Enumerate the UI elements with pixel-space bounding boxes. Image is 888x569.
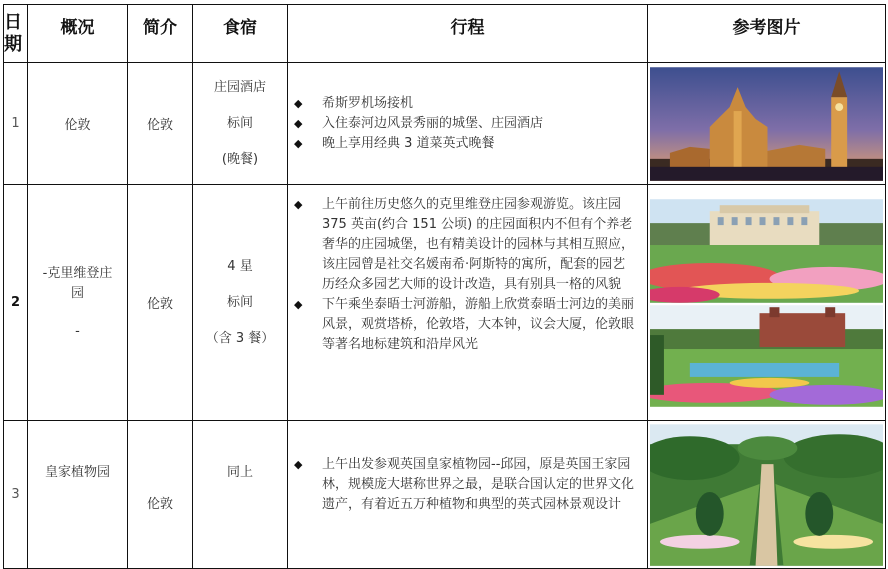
photo-cell — [648, 421, 886, 569]
list-item: ◆ 入住泰河边风景秀丽的城堡、庄园酒店 — [322, 114, 637, 134]
diamond-bullet-icon: ◆ — [294, 136, 303, 150]
diamond-bullet-icon: ◆ — [294, 198, 303, 211]
diamond-bullet-icon: ◆ — [294, 116, 303, 130]
lodging-cell — [193, 185, 288, 421]
london-westminster-night-photo — [650, 67, 883, 181]
photo-cell — [648, 63, 886, 185]
itinerary-cell — [288, 421, 648, 569]
lodging-line: 标间 — [226, 294, 253, 310]
lodging-cell — [193, 63, 288, 185]
header-lodging: 食宿 — [193, 5, 288, 63]
header-overview: 概况 — [28, 5, 128, 63]
diamond-bullet-icon: ◆ — [294, 458, 303, 471]
header-itinerary: 行程 — [288, 5, 648, 63]
list-item: ◆ 上午前往历史悠久的克里维登庄园参观游览。该庄园 375 英亩(约合 151 公顷) 的庄园面积内不但有个养老奢华的庄园城堡，也有精美设计的园林与其相互照应，该庄园曾是社交名媛南希·阿斯特的寓所，配套的园艺历经众多园艺大师的设计改造，具有别具一格的风貌 — [294, 197, 635, 292]
header-photos: 参考图片 — [648, 5, 886, 63]
day-number: 3 — [4, 421, 28, 569]
overview-text: -克里维登庄园 — [42, 265, 113, 301]
manor-flower-garden-photo — [650, 305, 883, 407]
itinerary-table — [3, 4, 886, 569]
intro-cell: 伦敦 — [128, 185, 193, 421]
overview-cell — [28, 185, 128, 421]
diamond-bullet-icon: ◆ — [294, 298, 303, 311]
cliveden-house-garden-photo — [650, 199, 883, 303]
lodging-line: (晚餐) — [221, 151, 259, 167]
list-item: ◆ 晚上享用经典 3 道菜英式晚餐 — [322, 134, 637, 154]
table-row — [4, 185, 886, 421]
lodging-line: 4 星 — [227, 258, 253, 274]
kew-gardens-path-photo — [650, 424, 883, 566]
lodging-cell: 同上 — [193, 421, 288, 569]
header-intro: 简介 — [128, 5, 193, 63]
list-item: ◆ 上午出发参观英国皇家植物园--邱园，原是英国王家园林，规模庞大堪称世界之最，是联合国认定的世界文化遗产，有着近五万种植物和典型的英式园林景观设计 — [294, 457, 635, 512]
itinerary-cell — [288, 185, 648, 421]
lodging-line: 庄园酒店 — [213, 79, 266, 95]
header-row — [4, 5, 886, 63]
lodging-line: （含 3 餐） — [205, 330, 275, 346]
day-number: 2 — [4, 185, 28, 421]
overview-extra: - — [75, 323, 80, 339]
lodging-line: 标间 — [226, 115, 253, 131]
table-row — [4, 421, 886, 569]
header-day: 日期 — [4, 5, 28, 63]
list-item: ◆ 下午乘坐泰晤士河游船，游船上欣赏泰晤士河边的美丽风景，观赏塔桥，伦敦塔，大本钟，议会大厦，伦敦眼等著名地标建筑和沿岸风光 — [294, 297, 635, 352]
overview-cell: 皇家植物园 — [28, 421, 128, 569]
itinerary-cell — [288, 63, 648, 185]
intro-cell: 伦敦 — [128, 63, 193, 185]
intro-cell: 伦敦 — [128, 421, 193, 569]
overview-cell: 伦敦 — [28, 63, 128, 185]
day-number: 1 — [4, 63, 28, 185]
photo-cell — [648, 185, 886, 421]
table-row — [4, 63, 886, 185]
list-item: ◆ 希斯罗机场接机 — [322, 94, 637, 114]
diamond-bullet-icon: ◆ — [294, 96, 303, 110]
